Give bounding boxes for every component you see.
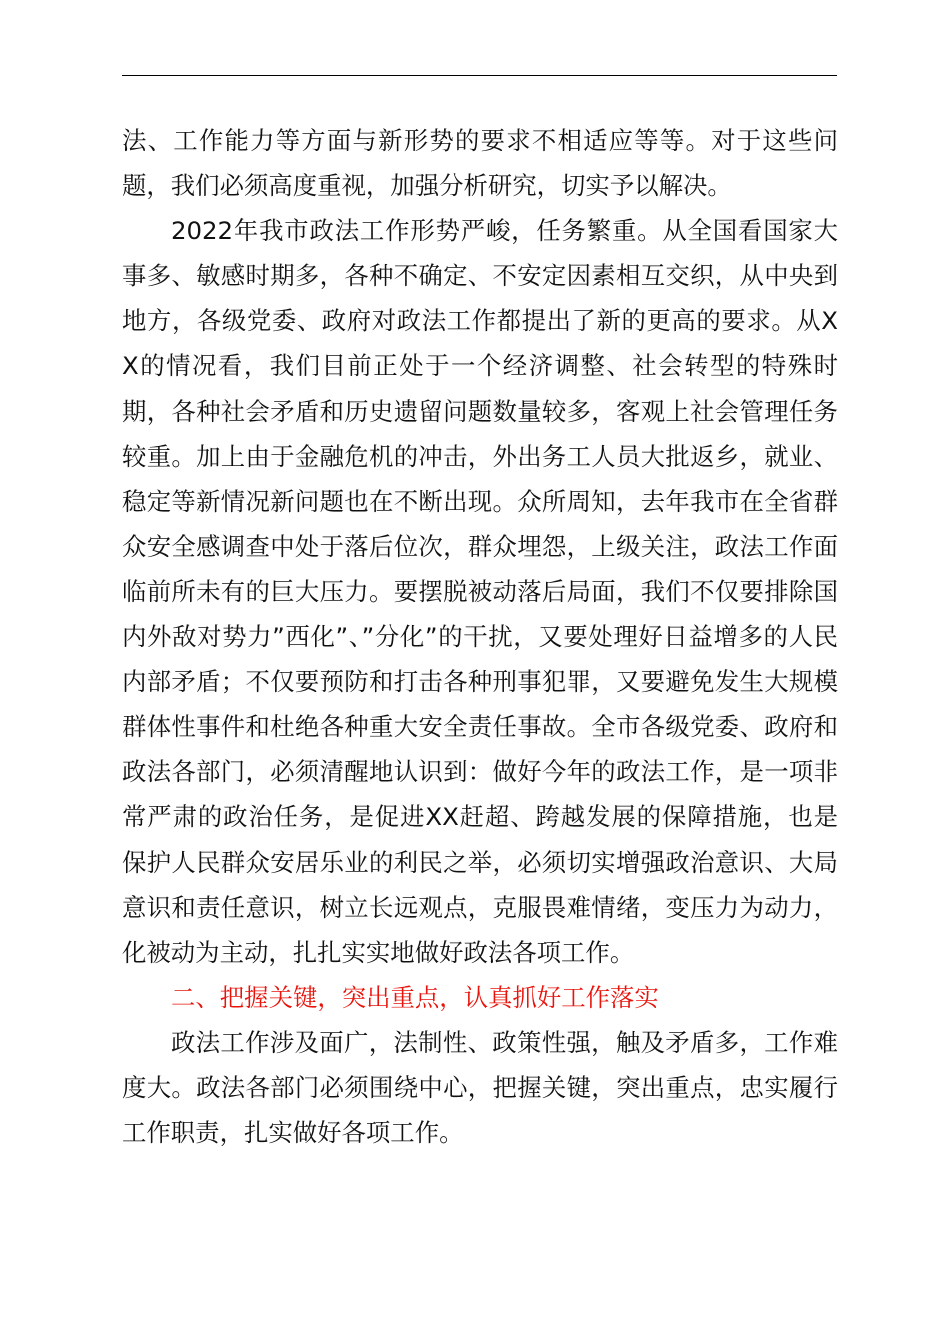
document-body <box>122 118 838 1155</box>
paragraph-closing: 政法工作涉及面广，法制性、政策性强，触及矛盾多，工作难度大。政法各部门必须围绕中心，把握关键，突出重点，忠实履行工作职责，扎实做好各项工作。 <box>122 1027 838 1148</box>
paragraph-situation: 2022年我市政法工作形势严峻，任务繁重。从全国看国家大事多、敏感时期多，各种不确定、不安定因素相互交织，从中央到地方，各级党委、政府对政法工作都提出了新的更高的要求。从XX的情况看，我们目前正处于一个经济调整、社会转型的特殊时期，各种社会矛盾和历史遗留问题数量较多，客观上社会管理任务较重。加上由于金融危机的冲击，外出务工人员大批返乡，就业、稳定等新情况新问题也在不断出现。众所周知，去年我市在全省群众安全感调查中处于落后位次，群众埋怨，上级关注，政法工作面临前所未有的巨大压力。要摆脱被动落后局面，我们不仅要排除国内外敌对势力”西化”、”分化”的干扰，又要处理好日益增多的人民内部矛盾；不仅要预防和打击各种刑事犯罪，又要避免发生大规模群体性事件和杜绝各种重大安全责任事故。全市各级党委、政府和政法各部门，必须清醒地认识到：做好今年的政法工作，是一项非常严肃的政治任务，是促进XX赶超、跨越发展的保障措施，也是保护人民群众安居乐业的利民之举，必须切实增强政治意识、大局意识和责任意识，树立长远观点，克服畏难情绪，变压力为动力，化被动为主动，扎扎实实地做好政法各项工作。 <box>122 216 838 967</box>
section-heading: 二、把握关键，突出重点，认真抓好工作落实 <box>171 982 659 1012</box>
paragraph-continued: 法、工作能力等方面与新形势的要求不相适应等等。对于这些问题，我们必须高度重视，加强分析研究，切实予以解决。 <box>122 126 838 201</box>
header-rule <box>122 75 837 76</box>
